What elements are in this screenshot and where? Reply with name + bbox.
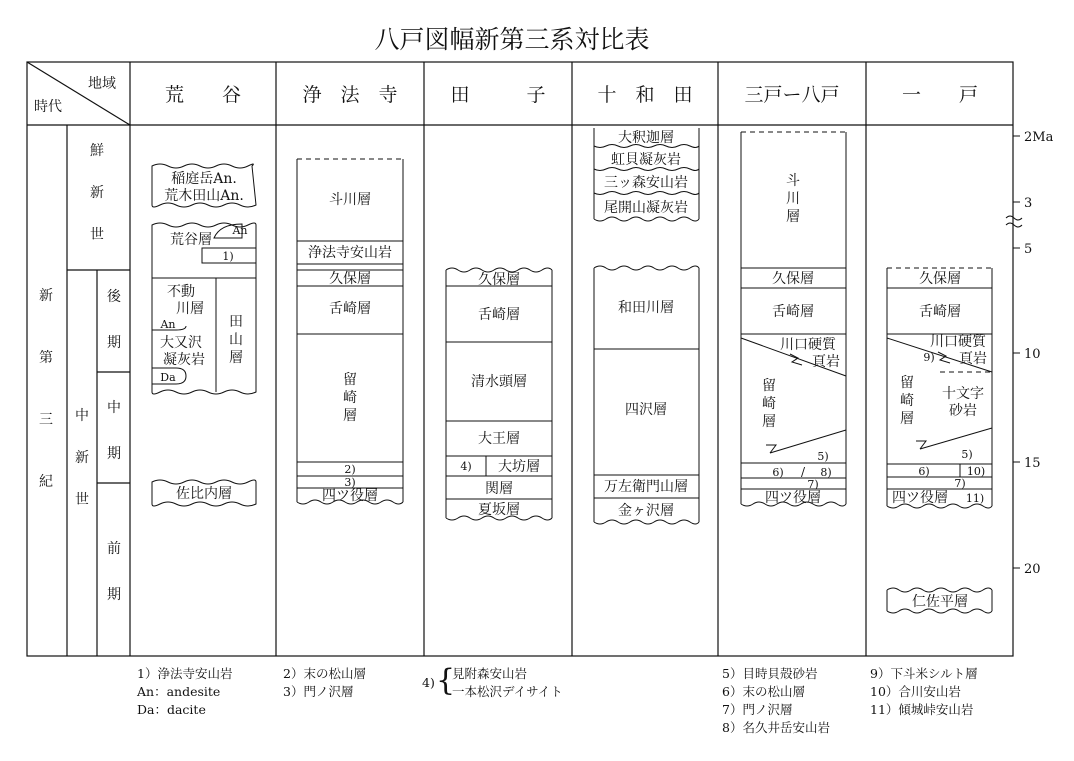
era-pliocene-label: 鮮新世: [90, 143, 104, 243]
unit-yotsuyaku: 四ツ役層: [892, 490, 948, 506]
footnote-5: 5）目時貝殻砂岩: [722, 666, 818, 681]
unit-tomesaki-text: 留崎層: [900, 375, 914, 427]
note-11-marker: 11): [965, 492, 985, 505]
era-late-label: 後期: [107, 289, 121, 351]
scale-label-20: 20: [1024, 562, 1041, 577]
unit-nisatai: 仁佐平層: [912, 594, 968, 610]
unit-sahinai: 佐比内層: [176, 486, 232, 502]
scale-label-10: 10: [1024, 347, 1041, 362]
note-2-marker: 2): [344, 463, 356, 476]
note-7-marker: 7): [954, 477, 966, 490]
unit-seki: 関層: [485, 481, 513, 497]
unit-shimizugashira: 清水頭層: [471, 374, 527, 390]
unit-tokawa: [786, 172, 800, 225]
unit-tayama-text: 田山層: [229, 314, 243, 366]
unit-kawaguchi-b: 頁岩: [812, 354, 840, 370]
unit-tokawa-text: 斗川層: [786, 173, 800, 225]
unit-manzaemon: 万左衛門山層: [604, 479, 688, 495]
note-8-slash: /: [800, 465, 806, 479]
unit-shitazaki: 舌崎層: [329, 301, 371, 317]
unit-kawaguchi-b: 頁岩: [959, 351, 987, 367]
footnotes-5: [870, 665, 978, 719]
time-scale: [1006, 136, 1022, 568]
column-johoji: [297, 159, 403, 504]
footnote-10: 10）合川安山岩: [870, 684, 961, 699]
column-sannohe-labels: [762, 172, 840, 506]
footnote-4-brace: {: [436, 663, 456, 698]
unit-inaniwa-an: 稲庭岳An.: [171, 171, 237, 187]
unit-tayama: [229, 314, 243, 366]
footnote-11: 11）傾城峠安山岩: [870, 702, 974, 717]
note-8-marker: 8): [820, 466, 832, 479]
column-towada-labels: [604, 129, 688, 519]
footnote-4a: 見附森安山岩: [452, 666, 528, 681]
unit-kubo: 久保層: [772, 271, 814, 287]
note-5-marker: 5): [817, 450, 829, 463]
unit-shitazaki: 舌崎層: [919, 304, 961, 320]
unit-jumonji-a: 十文字: [942, 386, 984, 402]
unit-shitazaki: 舌崎層: [772, 304, 814, 320]
unit-tomesaki-text: 留崎層: [762, 378, 776, 430]
footnote-9: 9）下斗米シルト層: [870, 666, 978, 681]
unit-tomesaki: [900, 375, 914, 427]
unit-kubo: 久保層: [478, 272, 520, 288]
unit-daibo: 大坊層: [498, 459, 540, 475]
scale-label-15: 15: [1024, 456, 1041, 471]
era-middle-label: 中期: [107, 400, 121, 462]
footnotes-1: [137, 665, 232, 719]
chart-title: 八戸図幅新第三系対比表: [374, 25, 650, 54]
era-labels: [39, 143, 122, 603]
unit-daio: 大王層: [478, 431, 520, 447]
unit-yotsuyaku: 四ツ役層: [765, 490, 821, 506]
footnotes-3: [422, 665, 563, 701]
era-miocene-label: 中新世: [75, 408, 89, 508]
header-ichinohe: 一 戸: [901, 84, 979, 106]
unit-arakida-an: 荒木田山An.: [164, 188, 244, 204]
unit-tomesaki-text: 留崎層: [343, 372, 357, 424]
header-arataki: 荒 谷: [164, 84, 242, 106]
unit-nijikai: 虹貝凝灰岩: [611, 152, 681, 168]
footnote-8: 8）名久井岳安山岩: [722, 720, 830, 735]
note-4-marker: 4): [460, 460, 472, 473]
unit-kawaguchi-a: 川口硬質: [780, 337, 836, 353]
unit-obiraki: 尾開山凝灰岩: [604, 200, 688, 216]
footnote-an: An：andesite: [137, 684, 221, 699]
header-takko: 田 子: [450, 84, 546, 106]
unit-kubo: 久保層: [329, 271, 371, 287]
note-3-marker: 3): [344, 476, 356, 489]
unit-tomesaki: [762, 378, 776, 430]
era-early-label: 前期: [107, 541, 121, 603]
unit-yotsusawa: 四沢層: [625, 402, 667, 418]
scale-label-2ma: 2Ma: [1024, 130, 1054, 145]
unit-osyaka: 大釈迦層: [618, 130, 674, 146]
unit-yotsuyaku: 四ツ役層: [322, 488, 378, 504]
column-johoji-labels: [308, 191, 392, 504]
footnote-6: 6）末の松山層: [722, 684, 805, 699]
region-label: 地域: [88, 76, 116, 92]
column-takko-labels: [460, 272, 540, 518]
header-johoji: 浄 法 寺: [302, 84, 398, 106]
unit-tokawa: 斗川層: [329, 192, 371, 208]
unit-mitsumori: 三ッ森安山岩: [604, 175, 688, 191]
note-1-marker: 1): [222, 250, 234, 263]
column-arataki-labels: [159, 171, 247, 502]
note-7-marker: 7): [807, 478, 819, 491]
unit-fudogawa-a: 不動: [167, 284, 195, 300]
column-ichinohe-labels: [892, 271, 987, 610]
note-6-marker: 6): [918, 465, 930, 478]
unit-kubo: 久保層: [919, 271, 961, 287]
unit-arataki-fm: 荒谷層: [170, 232, 212, 248]
scale-labels: [1024, 130, 1054, 577]
footnotes-2: [283, 665, 366, 701]
era-system-label: 新第三紀: [39, 288, 53, 490]
unit-arataki-an: An: [232, 224, 248, 237]
scale-label-5: 5: [1024, 242, 1033, 257]
unit-omatazawa-b: 凝灰岩: [163, 352, 205, 368]
unit-kanegasawa: 金ヶ沢層: [618, 503, 674, 519]
footnote-4-number: 4): [422, 675, 435, 690]
footnote-4b: 一本松沢デイサイト: [452, 684, 563, 699]
unit-tomesaki: [343, 372, 357, 424]
unit-kawaguchi-a: 川口硬質: [930, 334, 986, 350]
note-9-marker: 9): [923, 351, 935, 364]
note-10-marker: 10): [966, 465, 986, 478]
note-5-marker: 5): [961, 448, 973, 461]
unit-natsusaka: 夏坂層: [478, 502, 520, 518]
footnotes-4: [722, 665, 830, 737]
age-label: 時代: [34, 99, 62, 115]
unit-shitazaki: 舌崎層: [478, 307, 520, 323]
footnote-1: 1）浄法寺安山岩: [137, 666, 233, 681]
unit-jumonji-b: 砂岩: [949, 403, 977, 419]
footnote-2: 2）末の松山層: [283, 666, 366, 681]
footnote-3: 3）門ノ沢層: [283, 684, 354, 699]
scale-label-3: 3: [1024, 196, 1033, 211]
unit-wadagawa: 和田川層: [618, 300, 674, 316]
footnote-da: Da：dacite: [137, 702, 206, 717]
unit-omatazawa-da: Da: [160, 371, 176, 384]
note-6-marker: 6): [772, 466, 784, 479]
header-sannohe-hachinohe: 三戸ー八戸: [744, 84, 840, 106]
footnote-7: 7）門ノ沢層: [722, 702, 793, 717]
unit-omatazawa-a: 大又沢: [160, 335, 202, 351]
unit-johoji-andesite: 浄法寺安山岩: [308, 245, 392, 261]
unit-fudogawa-an: An: [160, 318, 176, 331]
unit-fudogawa-b: 川層: [176, 301, 204, 317]
header-towada: 十 和 田: [597, 84, 693, 106]
